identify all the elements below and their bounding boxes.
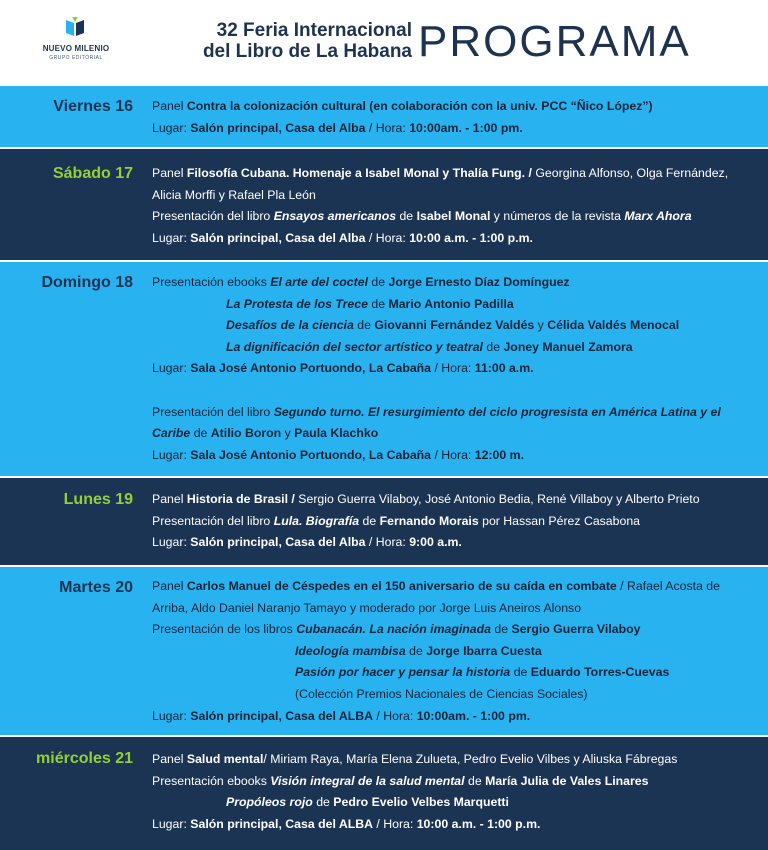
event-line: Presentación del libro Segundo turno. El resurgimiento del ciclo progresista en América Latina y el Caribe de Atilio Boron y Paula Klachko bbox=[152, 404, 721, 441]
venue-line: Lugar: Sala José Antonio Portuondo, La Cabaña / Hora: 11:00 a.m. bbox=[152, 361, 534, 376]
event-line: Panel Salud mental/ Miriam Raya, María Elena Zulueta, Pedro Evelio Vilbes y Aliuska Fábregas bbox=[152, 752, 678, 766]
day-label: Lunes 19 bbox=[63, 491, 133, 508]
day-section-martes bbox=[0, 567, 768, 735]
day-content bbox=[152, 272, 752, 466]
event-title-line1: 32 Feria Internacional bbox=[216, 20, 412, 41]
venue-line: Lugar: Salón principal, Casa del ALBA / Hora: 10:00am. - 1:00 pm. bbox=[152, 708, 531, 723]
venue-line: Lugar: Salón principal, Casa del Alba / Hora: 10:00 a.m. - 1:00 p.m. bbox=[152, 230, 533, 245]
day-content bbox=[152, 749, 752, 835]
event-title-line2: del Libro de La Habana bbox=[202, 41, 412, 62]
collection-note: (Colección Premios Nacionales de Ciencias Sociales) bbox=[295, 686, 588, 701]
venue-line: Lugar: Salón principal, Casa del ALBA / Hora: 10:00 a.m. - 1:00 p.m. bbox=[152, 816, 541, 831]
venue-line: Lugar: Salón principal, Casa del Alba / Hora: 9:00 a.m. bbox=[152, 535, 462, 550]
spacer bbox=[152, 380, 752, 402]
event-title bbox=[150, 20, 412, 62]
page-header bbox=[0, 0, 768, 84]
day-section-sabado bbox=[0, 149, 768, 260]
day-content bbox=[152, 576, 752, 727]
event-line: Panel Contra la colonización cultural (en colaboración con la univ. PCC “Ñico López”) bbox=[152, 99, 653, 113]
event-line: La dignificación del sector artístico y teatral de Joney Manuel Zamora bbox=[226, 339, 633, 354]
day-label: Viernes 16 bbox=[53, 98, 133, 115]
open-book-icon bbox=[64, 16, 86, 38]
day-section-domingo bbox=[0, 262, 768, 476]
event-line: Presentación de los libros Cubanacán. La nación imaginada de Sergio Guerra Vilaboy bbox=[152, 622, 641, 637]
venue-line: Lugar: Sala José Antonio Portuondo, La Cabaña / Hora: 12:00 m. bbox=[152, 447, 524, 462]
publisher-logo-subtitle: GRUPO EDITORIAL bbox=[49, 55, 103, 61]
event-line: Panel Historia de Brasil / Sergio Guerra Vilaboy, José Antonio Bedia, René Villaboy y Alberto Prieto bbox=[152, 492, 700, 506]
event-line: Ideología mambisa de Jorge Ibarra Cuesta bbox=[295, 643, 542, 658]
day-label: Domingo 18 bbox=[41, 274, 133, 291]
day-section-miercoles bbox=[0, 737, 768, 850]
venue-line: Lugar: Salón principal, Casa del Alba / Hora: 10:00am. - 1:00 pm. bbox=[152, 120, 523, 135]
event-line: Panel Carlos Manuel de Céspedes en el 150 aniversario de su caída en combate / Rafael Acosta de Arriba, Aldo Daniel Naranjo Tamayo y moderado por Jorge Luis Aneiros Alonso bbox=[152, 579, 720, 615]
day-label: Sábado 17 bbox=[52, 165, 133, 182]
page-title: PROGRAMA bbox=[418, 17, 691, 66]
day-label: Martes 20 bbox=[59, 579, 133, 596]
event-line: Presentación del libro Ensayos americanos de Isabel Monal y números de la revista Marx Ahora bbox=[152, 209, 692, 224]
day-section-viernes bbox=[0, 86, 768, 147]
day-content bbox=[152, 489, 752, 554]
event-line: Pasión por hacer y pensar la historia de Eduardo Torres-Cuevas bbox=[295, 665, 670, 680]
day-label: miércoles 21 bbox=[36, 750, 133, 767]
event-line: La Protesta de los Trece de Mario Antonio Padilla bbox=[226, 296, 514, 311]
day-section-lunes bbox=[0, 478, 768, 565]
day-content bbox=[152, 96, 752, 139]
publisher-logo-name: NUEVO MILENIO bbox=[42, 44, 110, 53]
event-line: Presentación del libro Lula. Biografía de Fernando Morais por Hassan Pérez Casabona bbox=[152, 513, 641, 528]
event-line: Propóleos rojo de Pedro Evelio Velbes Marquetti bbox=[226, 795, 509, 810]
event-line: Presentación ebooks Visión integral de la salud mental de María Julia de Vales Linares bbox=[152, 773, 649, 788]
event-line: Panel Filosofía Cubana. Homenaje a Isabel Monal y Thalía Fung. / Georgina Alfonso, Olga Fernández, Alicia Morffi y Rafael Pla León bbox=[152, 166, 729, 202]
event-line: Presentación ebooks El arte del coctel de Jorge Ernesto Díaz Domínguez bbox=[152, 275, 570, 289]
day-content bbox=[152, 163, 752, 249]
event-line: Desafíos de la ciencia de Giovanni Fernández Valdés y Célida Valdés Menocal bbox=[226, 318, 680, 333]
